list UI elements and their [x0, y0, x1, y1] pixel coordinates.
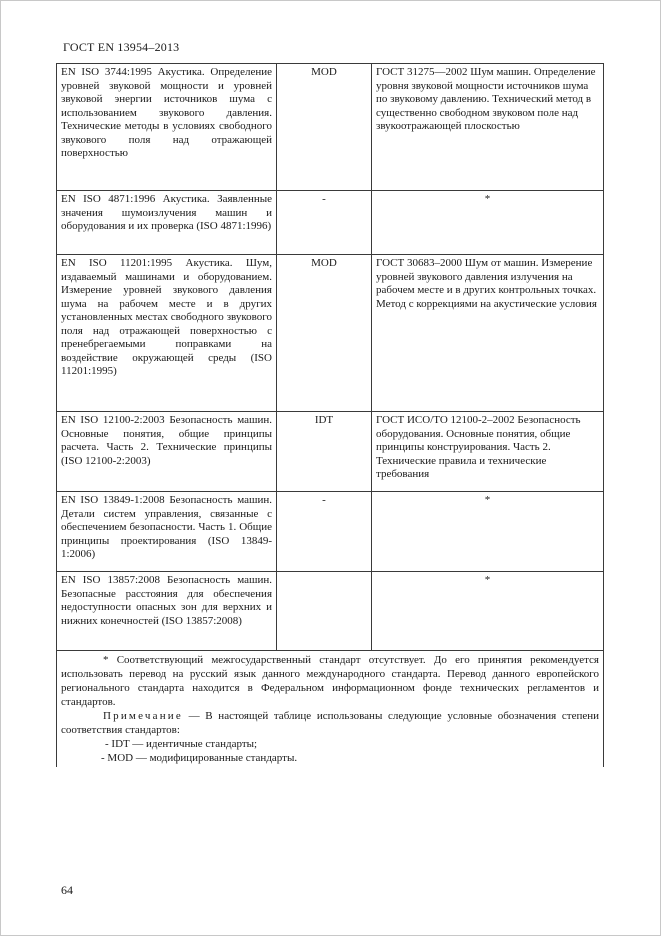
- table-row: [57, 492, 604, 572]
- notes-cell: [57, 651, 604, 768]
- table-row: [57, 191, 604, 255]
- gost-cell: ГОСТ 30683–2000 Шум от машин. Измерение уровней звукового давления излучения на рабочем месте и в других контрольных точках. Метод с коррекциями на акустические условия: [372, 255, 604, 412]
- ref-cell: EN ISO 13849-1:2008 Безопасность машин. Детали систем управления, связанные с обеспечением безопасности. Часть 1. Общие принципы проектирования (ISO 13849-1:2006): [57, 492, 277, 572]
- page-header: ГОСТ EN 13954–2013: [63, 40, 180, 54]
- table-row: [57, 64, 604, 191]
- degree-cell: MOD: [277, 255, 372, 412]
- page-number: 64: [61, 883, 73, 897]
- ref-cell: EN ISO 12100-2:2003 Безопасность машин. Основные понятия, общие принципы расчета. Часть 2. Технические принципы (ISO 12100-2:2003): [57, 412, 277, 492]
- standards-table: [56, 63, 604, 767]
- degree-cell: -: [277, 492, 372, 572]
- degree-cell: -: [277, 191, 372, 255]
- ref-cell: EN ISO 11201:1995 Акустика. Шум, издаваемый машинами и оборудованием. Измерение уровней звукового давления шума на рабочем месте и в других установленных местах свободного звукового поля над отражающей поверхностью с пренебрегаемыми поправками на воздействие окружающей среды (ISO 11201:1995): [57, 255, 277, 412]
- no-standard-mark: *: [484, 193, 491, 205]
- notes-row: [57, 651, 604, 768]
- list-item: - IDT — идентичные стандарты;: [105, 738, 258, 750]
- ref-cell: EN ISO 3744:1995 Акустика. Определение уровней звуковой мощности и уровней звуковой энергии источников шума с использованием звукового давления. Технические методы в условиях свободного звукового поля над отражающей поверхностью: [57, 64, 277, 191]
- note-paragraph: [61, 709, 599, 737]
- gost-cell: ГОСТ 31275—2002 Шум машин. Определение уровня звуковой мощности источников шума по звуковому давлению. Технический метод в существенно свободном звуковом поле над звукоотражающей плоскостью: [372, 64, 604, 191]
- no-standard-mark: *: [484, 494, 491, 506]
- ref-cell: EN ISO 13857:2008 Безопасность машин. Безопасные расстояния для обеспечения недоступности опасных зон для верхних и нижних конечностей (ISO 13857:2008): [57, 572, 277, 651]
- gost-cell: [372, 492, 604, 572]
- table-row: [57, 572, 604, 651]
- table-row: [57, 255, 604, 412]
- ref-cell: EN ISO 4871:1996 Акустика. Заявленные значения шумоизлучения машин и оборудования и их проверка (ISO 4871:1996): [57, 191, 277, 255]
- list-item: - MOD –– модифицированные стандарты.: [101, 752, 298, 764]
- degree-cell: IDT: [277, 412, 372, 492]
- no-standard-mark: *: [484, 574, 491, 586]
- footnote-text: * Соответствующий межгосударственный стандарт отсутствует. До его принятия рекомендуется использовать перевод на русский язык данного международного стандарта. Перевод данного европейского регионального стандарта находится в Федеральном информационном фонде технических регламентов и стандартов.: [61, 654, 599, 708]
- gost-cell: [372, 191, 604, 255]
- degree-cell: [277, 572, 372, 651]
- note-label: Примечание: [103, 710, 183, 722]
- degree-cell: MOD: [277, 64, 372, 191]
- note-text: — В настоящей таблице использованы следующие условные обозначения степени соответствия стандартов:: [61, 710, 599, 736]
- table-row: [57, 412, 604, 492]
- gost-cell: ГОСТ ИСО/ТО 12100-2–2002 Безопасность оборудования. Основные понятия, общие принципы конструирования. Часть 2. Технические правила и технические требования: [372, 412, 604, 492]
- gost-cell: [372, 572, 604, 651]
